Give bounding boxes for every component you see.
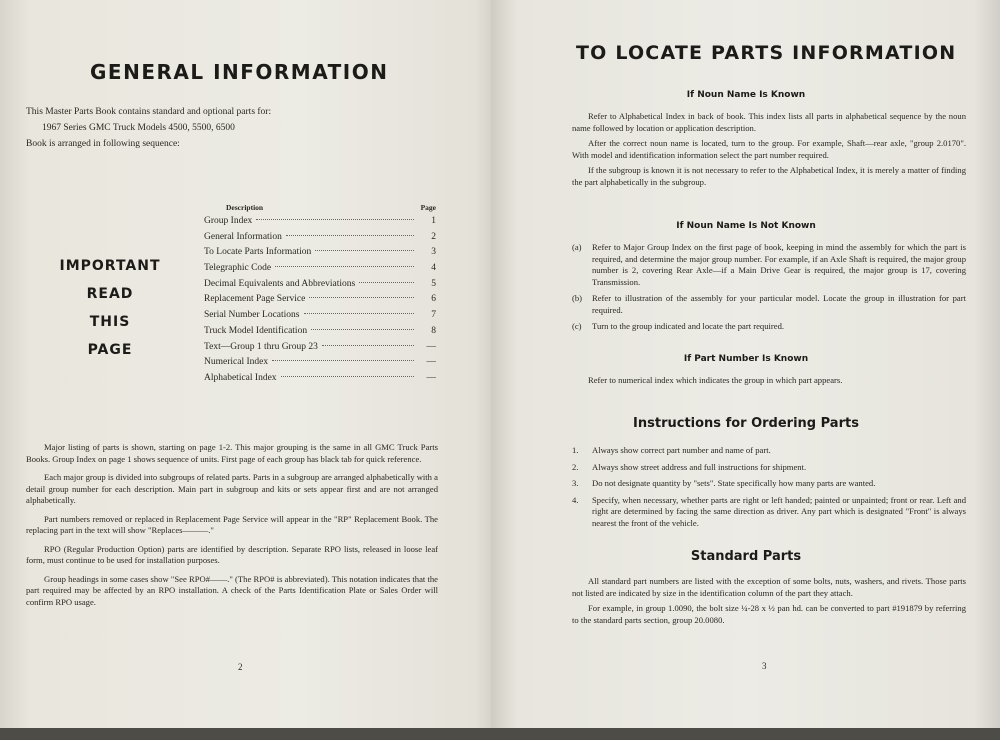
toc-leader-dots xyxy=(311,329,414,330)
paragraph: If the subgroup is known it is not necessary to refer to the Alphabetical Index, it is merely a matter of finding the part alphabetically in the subgroup. xyxy=(572,165,966,187)
toc-leader-dots xyxy=(315,250,414,251)
page-title-locate-parts: TO LOCATE PARTS INFORMATION xyxy=(576,42,957,64)
list-marker: 3. xyxy=(572,478,579,488)
toc-row xyxy=(204,232,436,248)
list-marker: (c) xyxy=(572,321,582,331)
important-line: PAGE xyxy=(87,342,133,358)
list-marker: 4. xyxy=(572,494,579,505)
toc-row xyxy=(204,326,436,342)
note-paragraph: Part numbers removed or replaced in Replacement Page Service will appear in the "RP" Replacement Book. The replacing part in the text will show "Replaces———." xyxy=(26,513,438,535)
toc-row xyxy=(204,373,436,389)
heading-standard-parts: Standard Parts xyxy=(690,549,802,564)
list-text: Specify, when necessary, whether parts are right or left handed; painted or unpainted; front or rear. Left and right are determined by facing the same direction as driver. Any part which is designated "Front" is always nearest the front of the vehicle. xyxy=(592,494,966,528)
toc-label: Decimal Equivalents and Abbreviations xyxy=(204,278,356,289)
toc-label: General Information xyxy=(204,231,282,242)
toc-label: Numerical Index xyxy=(204,357,269,368)
list-text: Refer to illustration of the assembly for your particular model. Locate the group in illustration for part required. xyxy=(592,293,966,315)
paragraph: Refer to Alphabetical Index in back of book. This index lists all parts in alphabetical sequence by the noun name followed by location or application description. xyxy=(572,111,966,133)
noun-not-known-list xyxy=(572,242,966,338)
list-marker: (b) xyxy=(572,293,583,303)
toc-page: — xyxy=(426,357,436,368)
toc-col-description: Description xyxy=(226,203,264,212)
note-paragraph: Major listing of parts is shown, starting on page 1-2. This major grouping is the same in all GMC Truck Parts Books. Group Index on page 1 shows sequence of units. First page of each group has black tab for quick reference. xyxy=(26,442,438,464)
list-marker: 1. xyxy=(572,445,579,455)
toc-page: 1 xyxy=(431,216,436,226)
right-page xyxy=(492,0,1000,740)
toc-row xyxy=(204,263,436,279)
list-item xyxy=(572,445,966,457)
toc-row xyxy=(204,216,436,232)
paragraph: All standard part numbers are listed with the exception of some bolts, nuts, washers, and rivets. Those parts not listed are indicated by size in the identification column of the part they attach. xyxy=(572,576,966,598)
paragraph: Refer to numerical index which indicates the group in which part appears. xyxy=(588,375,843,385)
toc-row xyxy=(204,279,436,295)
toc-row xyxy=(204,247,436,263)
toc-page: — xyxy=(426,372,436,383)
important-read-this-page xyxy=(55,252,165,364)
heading-ordering-parts: Instructions for Ordering Parts xyxy=(633,416,859,431)
toc-page: 5 xyxy=(431,278,436,289)
heading-noun-not-known: If Noun Name Is Not Known xyxy=(676,221,816,231)
toc-leader-dots xyxy=(359,282,414,283)
toc-label: Truck Model Identification xyxy=(204,325,308,336)
toc-label: Alphabetical Index xyxy=(204,372,277,383)
important-line: IMPORTANT xyxy=(59,258,161,274)
page-number: 3 xyxy=(762,661,767,671)
toc-leader-dots xyxy=(275,266,414,267)
part-number-known-text xyxy=(572,375,966,391)
toc-leader-dots xyxy=(256,219,414,220)
toc-page: 3 xyxy=(431,247,436,258)
note-paragraph: Group headings in some cases show "See RPO#——." (The RPO# is abbreviated). This notation indicates that the part required may be affected by an RPO installation. A check of the Parts Identification Plate or Sales Order will confirm RPO usage. xyxy=(26,573,438,607)
list-marker: 2. xyxy=(572,461,579,472)
toc-leader-dots xyxy=(272,360,414,361)
note-paragraph: Each major group is divided into subgroups of related parts. Parts in a subgroup are arranged alphabetically with a detail group number for each description. Main part in subgroup and kits or sets appear first and are not arranged alphabetically. xyxy=(26,472,438,505)
page-number: 2 xyxy=(238,662,243,672)
list-text: Always show correct part number and name of part. xyxy=(592,445,771,455)
toc-row xyxy=(204,342,436,358)
list-item xyxy=(572,293,966,316)
standard-parts-text xyxy=(572,576,966,630)
list-item xyxy=(572,321,966,333)
toc-page: — xyxy=(426,341,436,352)
toc-leader-dots xyxy=(322,345,414,346)
table-surface xyxy=(0,728,1000,740)
ordering-list xyxy=(572,445,966,534)
note-paragraph: RPO (Regular Production Option) parts are identified by description. Separate RPO lists, released in loose leaf form, must continue to be used for installation purposes. xyxy=(26,543,438,565)
toc-page: 7 xyxy=(431,310,436,321)
toc-header xyxy=(204,203,436,212)
toc-page: 2 xyxy=(431,231,436,242)
toc-label: To Locate Parts Information xyxy=(204,247,312,258)
page-title-general-information: GENERAL INFORMATION xyxy=(90,60,389,84)
heading-part-number-known: If Part Number Is Known xyxy=(683,354,809,364)
list-item xyxy=(572,478,966,490)
list-text: Always show street address and full instructions for shipment. xyxy=(592,461,807,472)
paragraph: After the correct noun name is located, turn to the group. For example, Shaft—rear axle, "group 2.0170". With model and identification information select the part number required. xyxy=(572,138,966,160)
toc-col-page: Page xyxy=(420,203,436,212)
list-text: Refer to Major Group Index on the first page of book, keeping in mind the assembly for which the part is required, and determine the major group number. For example, if an Axle Shaft is required, the major group number is 2, covering Rear Axle—if a Main Drive Gear is required, the major group is 17, covering Transmission. xyxy=(592,242,966,287)
paragraph: For example, in group 1.0090, the bolt size ¼-28 x ½ pan hd. can be converted to part #191879 by referring to the standard parts section, group 20.0080. xyxy=(572,603,966,625)
table-of-contents xyxy=(204,203,436,389)
intro-line: 1967 Series GMC Truck Models 4500, 5500, 6500 xyxy=(42,123,235,133)
toc-leader-dots xyxy=(304,313,414,314)
important-line: READ xyxy=(86,286,134,302)
list-item xyxy=(572,462,966,474)
toc-label: Group Index xyxy=(204,216,253,226)
toc-label: Text—Group 1 thru Group 23 xyxy=(204,341,318,352)
toc-row xyxy=(204,310,436,326)
toc-row xyxy=(204,357,436,373)
intro-text xyxy=(26,104,326,152)
list-item xyxy=(572,242,966,288)
toc-leader-dots xyxy=(309,297,414,298)
toc-label: Replacement Page Service xyxy=(204,294,306,305)
intro-line: Book is arranged in following sequence: xyxy=(26,139,180,149)
toc-page: 6 xyxy=(431,294,436,305)
noun-known-text xyxy=(572,111,966,192)
list-text: Turn to the group indicated and locate the part required. xyxy=(592,321,785,331)
toc-page: 8 xyxy=(431,325,436,336)
toc-label: Serial Number Locations xyxy=(204,310,300,321)
important-line: THIS xyxy=(89,314,131,330)
toc-label: Telegraphic Code xyxy=(204,263,272,274)
list-text: Do not designate quantity by "sets". State specifically how many parts are wanted. xyxy=(592,478,876,488)
general-notes xyxy=(26,442,438,615)
intro-line: This Master Parts Book contains standard and optional parts for: xyxy=(26,107,272,117)
list-item xyxy=(572,495,966,530)
heading-noun-known: If Noun Name Is Known xyxy=(686,90,806,100)
toc-row xyxy=(204,294,436,310)
toc-page: 4 xyxy=(431,263,436,274)
toc-leader-dots xyxy=(281,376,414,377)
toc-leader-dots xyxy=(286,235,414,236)
list-marker: (a) xyxy=(572,242,582,252)
